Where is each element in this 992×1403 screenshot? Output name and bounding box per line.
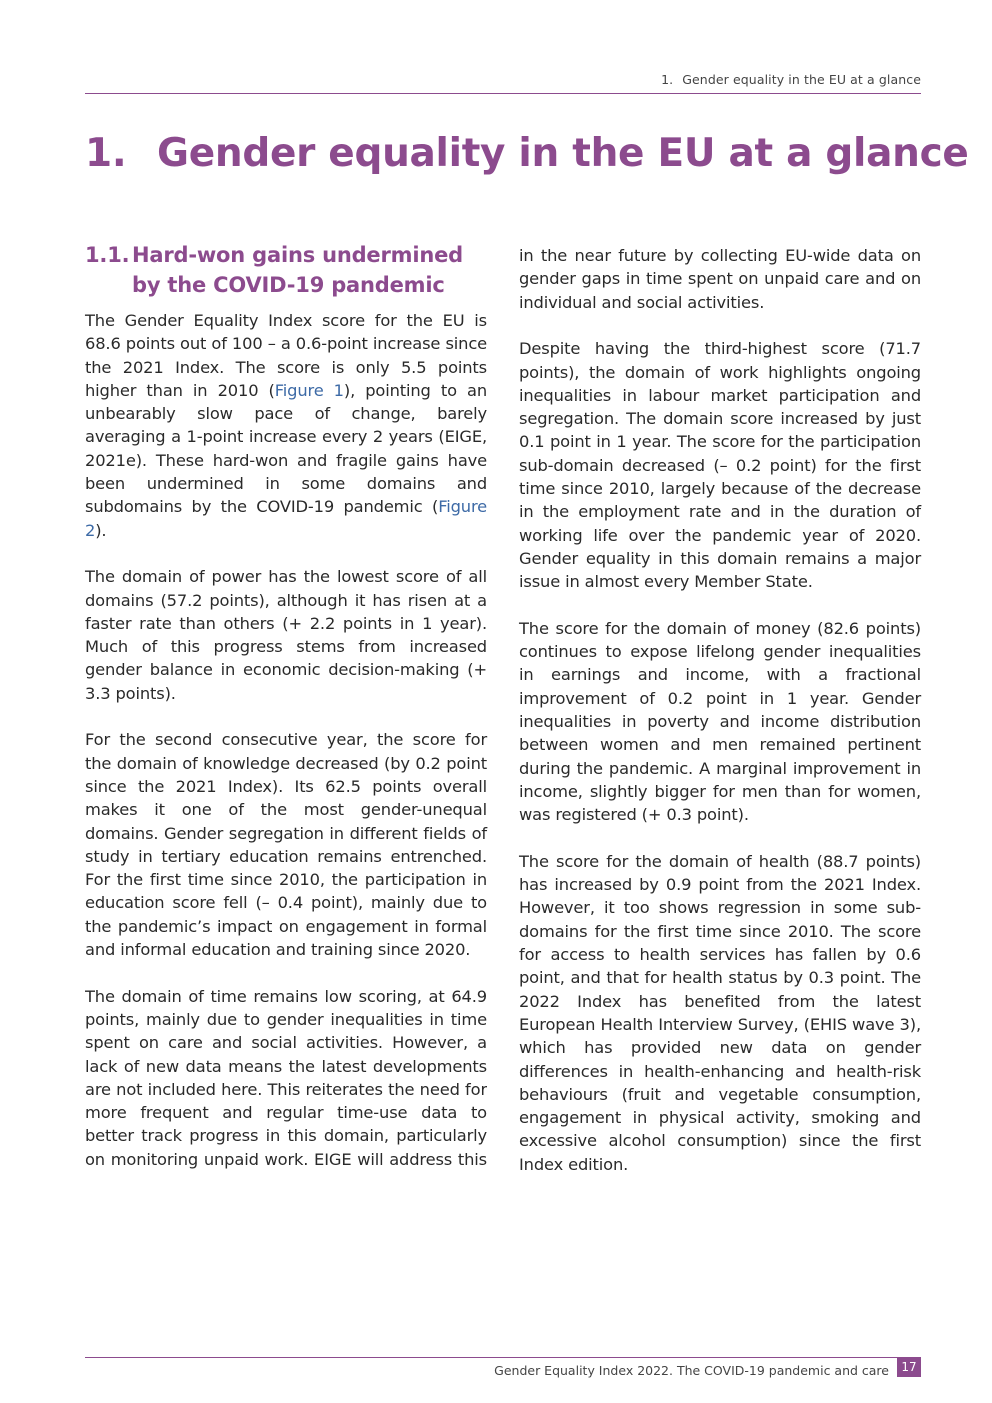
running-header (85, 72, 921, 87)
paragraph-knowledge-domain: For the second consecutive year, the score for the domain of knowledge decreased (by 0.2 point since the 2021 Index). Its 62.5 points overall makes it one of the most gender-unequal domains. Gender segregation in different fields of study in tertiary education remains entrenched. For the first time since 2010, the participation in education score fell (– 0.4 point), mainly due to the pandemic’s impact on engagement in formal and informal education and training since 2020. (85, 730, 487, 960)
page-number: 17 (897, 1357, 921, 1377)
left-column (85, 244, 487, 1170)
paragraph-health-domain: The score for the domain of health (88.7 points) has increased by 0.9 point from the 2021 Index. However, it too shows regression in some sub-domains for the first time since 2010. The score for access to health services has fallen by 0.6 point, and that for health status by 0.3 point. The 2022 Index has benefited from the latest European Health Interview Survey, (EHIS wave 3), which has provided new data on gender differences in health-enhancing and health-risk behaviours (fruit and vegetable consumption, engagement in physical activity, smoking and excessive alcohol consumption) since the first Index edition. (519, 851, 921, 1174)
chapter-number: 1. (85, 131, 127, 176)
running-header-chapter-number: 1. (661, 72, 674, 87)
footer-divider (85, 1357, 921, 1358)
chapter-title (85, 126, 969, 182)
paragraph-work-domain: Despite having the third-highest score (71.7 points), the domain of work highlights ongoing inequalities in labour market participation and segregation. The domain score increased by just 0.1 point in 1 year. The score for the participation sub-domain decreased (– 0.2 point) for the first time since 2010, largely because of the decrease in the employment rate and in the duration of working life over the pandemic year of 2020. Gender equality in this domain remains a major issue in almost every Member State. (519, 339, 921, 592)
paragraph-time-domain: The domain of time remains low scoring, at 64.9 points, mainly due to gender inequalities in time spent on care and social activities. However, a lack of new data means the latest developments are not included here. This reiterates the need for more frequent and regular time-use data to better track progress in this domain, particularly on monitoring unpaid work. EIGE will address this (85, 986, 487, 1169)
figure-2-link[interactable]: Figure 2 (85, 497, 487, 540)
paragraph-index-score (85, 309, 487, 542)
chapter-title-text: Gender equality in the EU at a glance (157, 131, 969, 176)
paragraph-money-domain: The score for the domain of money (82.6 points) continues to expose lifelong gender inequalities in earnings and income, with a fractional improvement of 0.2 point in 1 year. Gender inequalities in poverty and income distribution between women and men remained pertinent during the pandemic. A marginal improvement in income, slightly bigger for men than for women, was registered (+ 0.3 point). (519, 618, 921, 825)
paragraph-continued-text: in the near future by collecting EU-wide data on gender gaps in time spent on unpaid care and on individual and social activities. (519, 245, 921, 312)
paragraph-text: ). (95, 520, 107, 540)
paragraph-power-domain: The domain of power has the lowest score of all domains (57.2 points), although it has risen at a faster rate than others (+ 2.2 points in 1 year). Much of this progress stems from increased gender balance in economic decision-making (+ 3.3 points). (85, 567, 487, 703)
section-heading (85, 240, 487, 300)
paragraph-text: The Gender Equality Index score for the EU is 68.6 points out of 100 – a 0.6-point increase since the 2021 Index. The score is only 5.5 points higher than in 2010 ( (85, 311, 487, 400)
paragraph-time-domain-continued (519, 244, 921, 314)
figure-1-link[interactable]: Figure 1 (274, 380, 344, 400)
section-number: 1.1. (85, 243, 130, 267)
header-divider (85, 93, 921, 94)
right-column (519, 244, 921, 1199)
section-title: Hard-won gains undermined by the COVID-19 pandemic (132, 243, 463, 297)
footer-publication-title: Gender Equality Index 2022. The COVID-19 pandemic and care (494, 1363, 889, 1378)
paragraph-text: ), pointing to an unbearably slow pace of change, barely averaging a 1-point increase every 2 years (EIGE, 2021e). These hard-won and fragile gains have been undermined in some domains and subdomains by the COVID-19 pandemic ( (85, 380, 488, 517)
running-header-chapter-title: Gender equality in the EU at a glance (682, 72, 921, 87)
